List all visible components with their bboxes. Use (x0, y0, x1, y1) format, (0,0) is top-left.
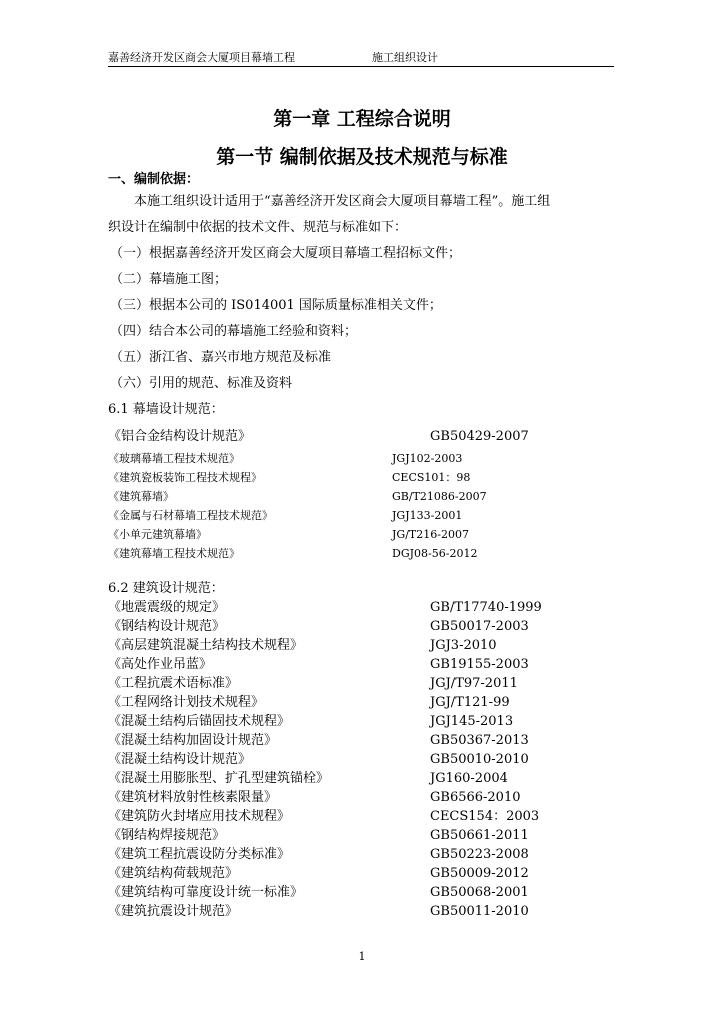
spec-code: CECS154：2003 (430, 809, 540, 824)
spec-code: GB/T17740-1999 (430, 600, 542, 615)
spec-code: JGJ145-2013 (430, 714, 514, 729)
spec-name: 《混凝土结构设计规范》 (108, 752, 252, 767)
spec-code: GB/T21086-2007 (392, 490, 487, 503)
spec-code: GB50429-2007 (430, 429, 529, 444)
spec-code: JGJ133-2001 (392, 509, 463, 522)
spec-code: JG/T216-2007 (392, 528, 469, 541)
curtain-heading: 6.1 幕墙设计规范： (108, 402, 224, 417)
basis-item: （一）根据嘉善经济开发区商会大厦项目幕墙工程招标文件； (110, 246, 462, 261)
spec-name: 《工程网络计划技术规程》 (108, 695, 265, 710)
section-title: 第一节 编制依据及技术规范与标准 (216, 146, 508, 168)
basis-item: （三）根据本公司的 IS014001 国际质量标准相关文件； (110, 298, 442, 313)
spec-code: GB50017-2003 (430, 619, 529, 634)
chapter-title: 第一章 工程综合说明 (273, 108, 451, 130)
spec-code: GB50367-2013 (430, 733, 529, 748)
building-heading: 6.2 建筑设计规范： (108, 581, 224, 596)
spec-name: 《金属与石材幕墙工程技术规范》 (108, 509, 273, 522)
basis-item: （二）幕墙施工图； (110, 272, 228, 287)
spec-name: 《高处作业吊蓝》 (108, 657, 213, 672)
basis-item: （六）引用的规范、标准及资料 (110, 376, 293, 391)
spec-code: CECS101：98 (392, 471, 471, 484)
spec-code: GB50010-2010 (430, 752, 529, 767)
basis-item: （四）结合本公司的幕墙施工经验和资料； (110, 324, 358, 339)
spec-name: 《钢结构焊接规范》 (108, 828, 226, 843)
spec-name: 《混凝土结构后锚固技术规程》 (108, 714, 291, 729)
spec-name: 《混凝土结构加固设计规范》 (108, 733, 278, 748)
spec-code: GB50068-2001 (430, 885, 529, 900)
spec-name: 《小单元建筑幕墙》 (108, 528, 207, 541)
spec-name: 《建筑结构可靠度设计统一标准》 (108, 885, 304, 900)
page-number: 1 (358, 950, 366, 963)
spec-name: 《建筑材料放射性核素限量》 (108, 790, 278, 805)
spec-name: 《玻璃幕墙工程技术规范》 (108, 452, 240, 465)
spec-name: 《建筑瓷板装饰工程技术规程》 (108, 471, 262, 484)
spec-name: 《建筑幕墙工程技术规范》 (108, 547, 240, 560)
heading-basis: 一、编制依据： (108, 172, 200, 187)
spec-code: GB50011-2010 (430, 904, 529, 919)
spec-code: GB50661-2011 (430, 828, 529, 843)
spec-name: 《建筑幕墙》 (108, 490, 174, 503)
spec-name: 《工程抗震术语标准》 (108, 676, 239, 691)
spec-name: 《建筑工程抗震设防分类标准》 (108, 847, 291, 862)
spec-code: GB50009-2012 (430, 866, 529, 881)
spec-name: 《建筑防火封堵应用技术规程》 (108, 809, 291, 824)
header-doc-type: 施工组织设计 (372, 51, 438, 64)
spec-code: JGJ/T97-2011 (430, 676, 518, 691)
spec-name: 《建筑结构荷载规范》 (108, 866, 239, 881)
spec-code: JGJ3-2010 (430, 638, 497, 653)
spec-name: 《铝合金结构设计规范》 (108, 429, 252, 444)
spec-code: DGJ08-56-2012 (392, 547, 478, 560)
spec-name: 《混凝土用膨胀型、扩孔型建筑锚栓》 (108, 771, 330, 786)
spec-name: 《建筑抗震设计规范》 (108, 904, 239, 919)
intro-line-1: 本施工组织设计适用于“嘉善经济开发区商会大厦项目幕墙工程”。施工组 (134, 194, 551, 209)
spec-code: GB6566-2010 (430, 790, 521, 805)
spec-code: GB50223-2008 (430, 847, 529, 862)
page-header (108, 50, 614, 67)
intro-line-2: 织设计在编制中依据的技术文件、规范与标准如下： (108, 220, 408, 235)
spec-name: 《高层建筑混凝土结构技术规程》 (108, 638, 304, 653)
header-project-name: 嘉善经济开发区商会大厦项目幕墙工程 (108, 51, 295, 64)
spec-name: 《钢结构设计规范》 (108, 619, 226, 634)
spec-code: JG160-2004 (430, 771, 508, 786)
basis-item: （五）浙江省、嘉兴市地方规范及标准 (110, 350, 332, 365)
spec-code: JGJ/T121-99 (430, 695, 510, 710)
spec-name: 《地震震级的规定》 (108, 600, 226, 615)
spec-code: JGJ102-2003 (392, 452, 463, 465)
spec-code: GB19155-2003 (430, 657, 529, 672)
